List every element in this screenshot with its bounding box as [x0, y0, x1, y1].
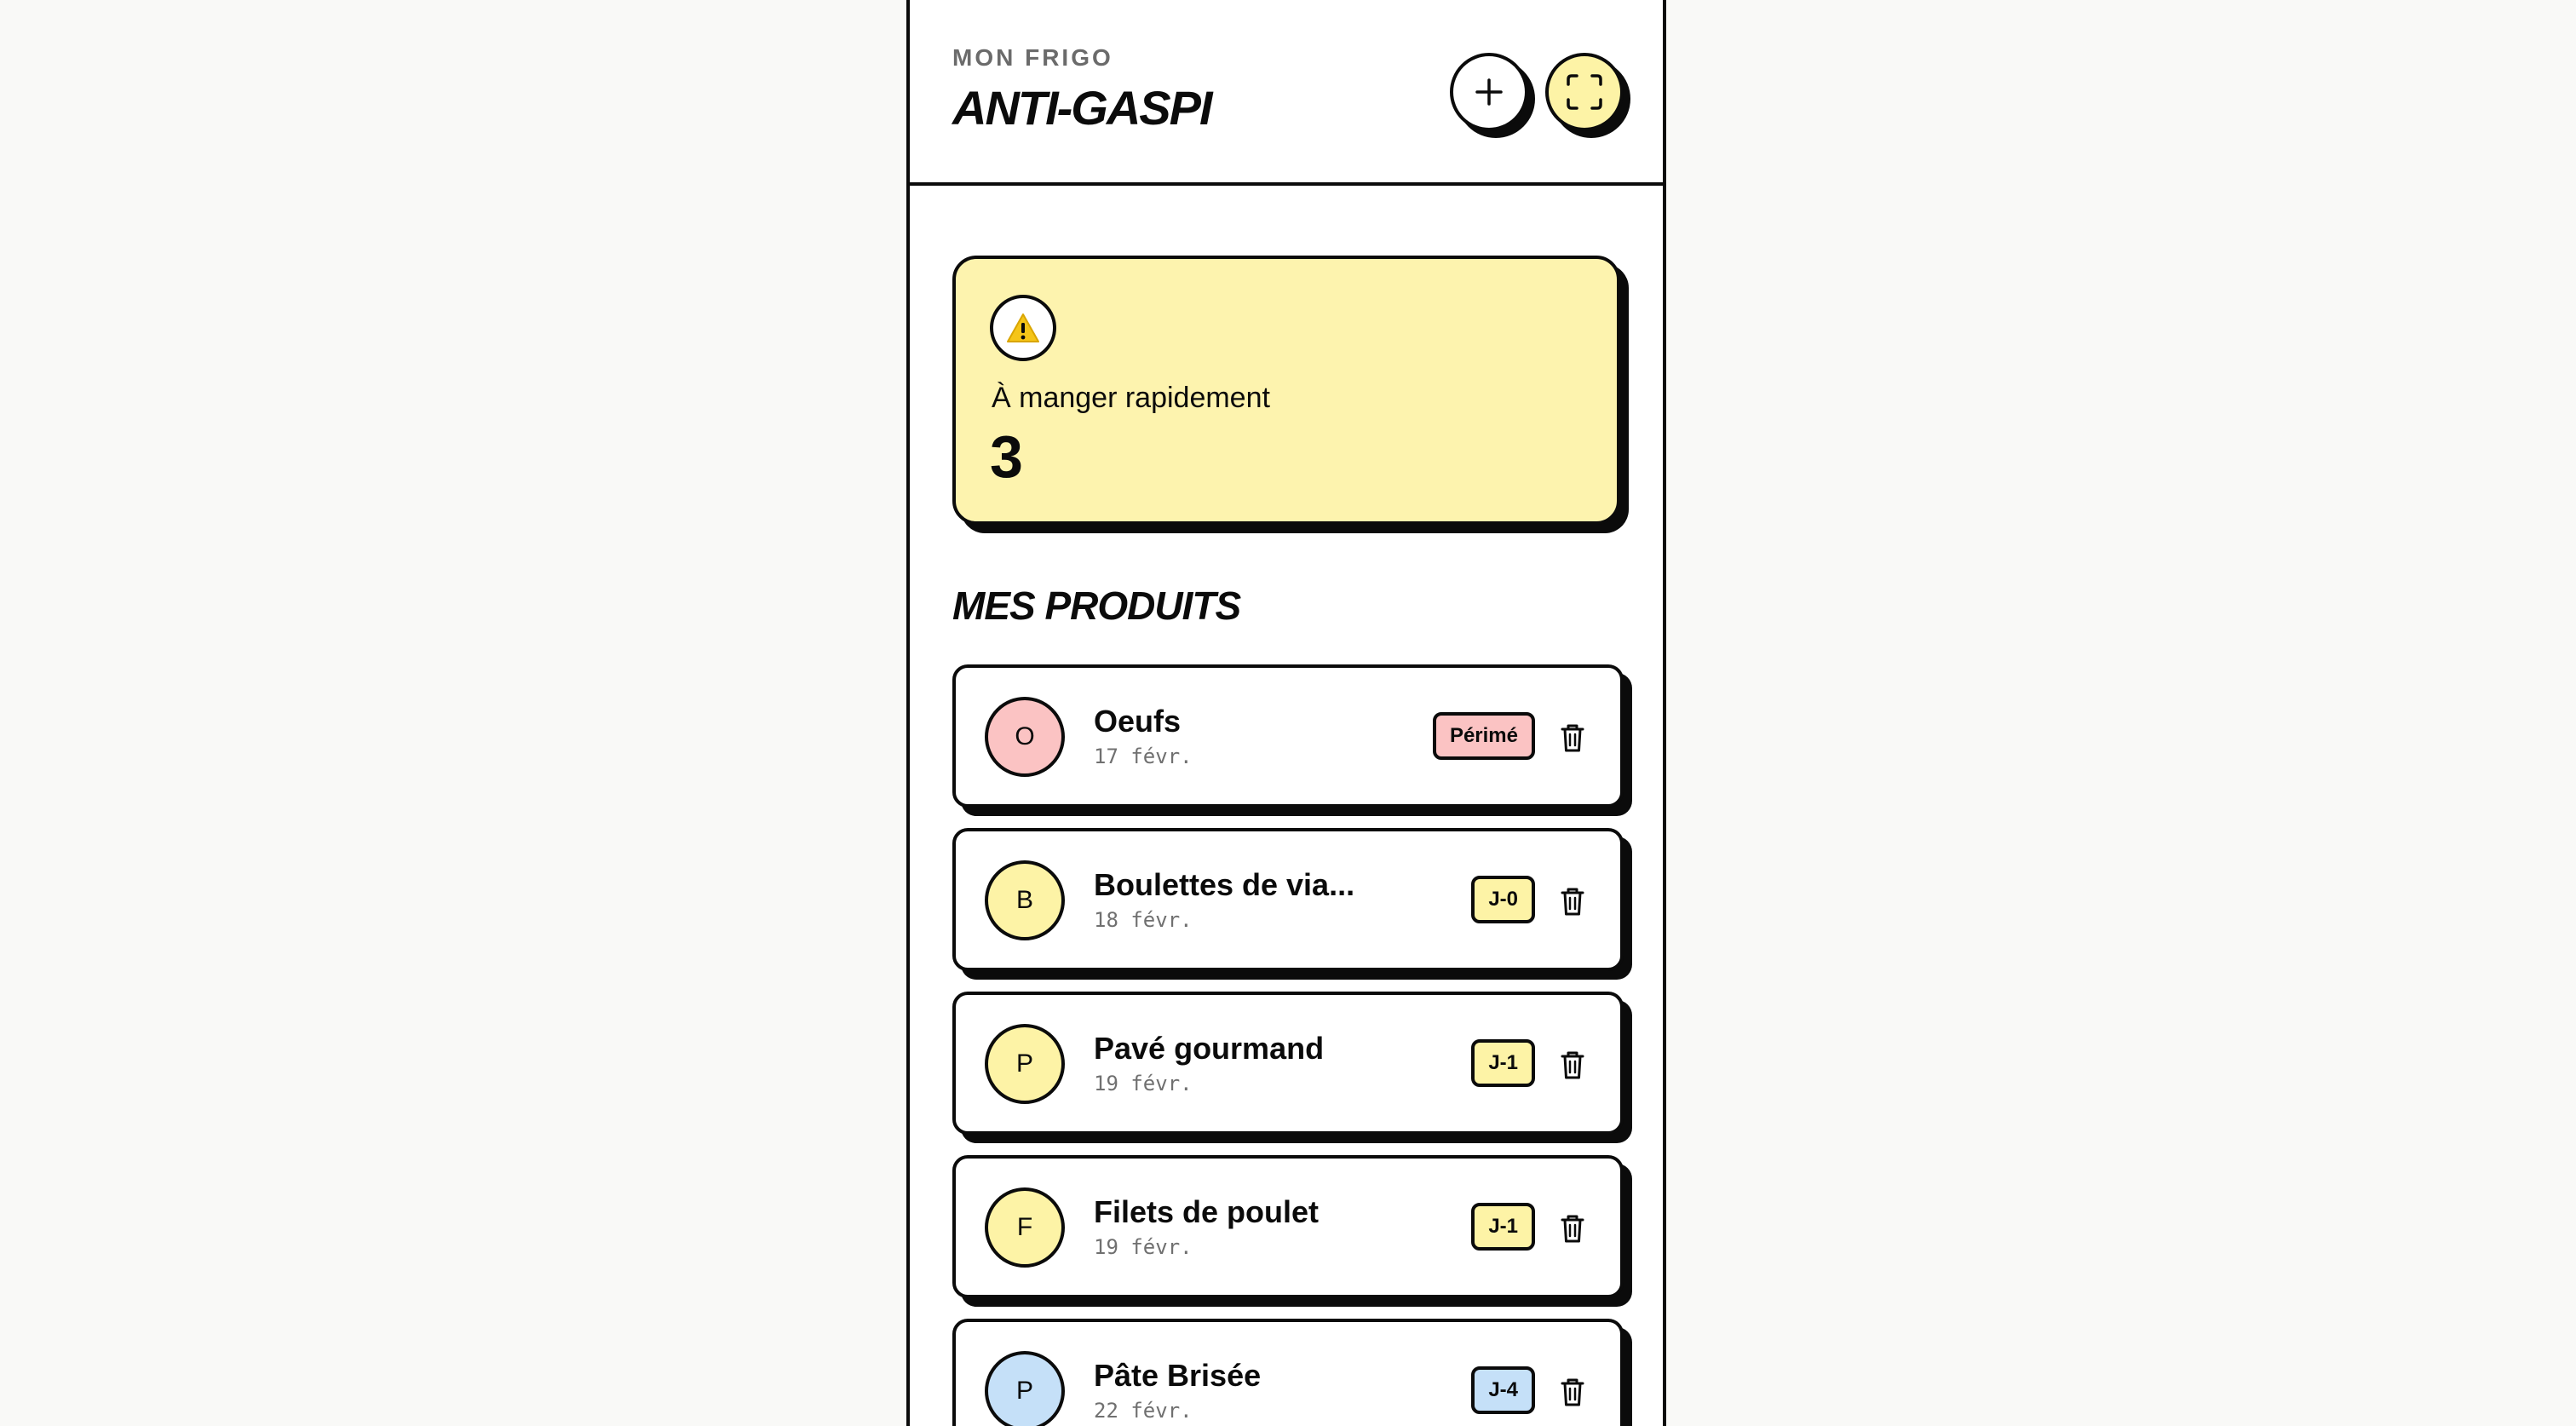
app-header: [910, 0, 1663, 186]
product-date: 19 févr.: [1094, 1072, 1193, 1095]
product-item[interactable]: [952, 992, 1624, 1135]
product-item[interactable]: [952, 1319, 1624, 1426]
product-item[interactable]: [952, 1155, 1624, 1298]
add-product-button[interactable]: [1450, 53, 1528, 131]
expiry-badge: J-1: [1471, 1203, 1535, 1251]
expiry-badge: J-0: [1471, 876, 1535, 923]
scan-button[interactable]: [1545, 53, 1624, 131]
products-section-title: MES PRODUITS: [952, 584, 1241, 628]
app-screen: [906, 0, 1666, 1426]
product-name: Pavé gourmand: [1094, 1031, 1325, 1066]
plus-icon: [1472, 75, 1506, 109]
eat-soon-count: 3: [990, 423, 1023, 490]
product-avatar: P: [985, 1024, 1065, 1104]
product-name: Boulettes de via...: [1094, 867, 1355, 902]
product-date: 18 févr.: [1094, 908, 1193, 932]
trash-icon[interactable]: [1557, 1211, 1588, 1245]
product-item[interactable]: [952, 664, 1624, 808]
eat-soon-card[interactable]: [952, 256, 1620, 525]
warning-icon: [1005, 312, 1041, 344]
warning-badge: [990, 295, 1056, 361]
product-date: 19 févr.: [1094, 1235, 1193, 1259]
product-name: Oeufs: [1094, 704, 1182, 739]
scan-frame-icon: [1565, 72, 1604, 112]
product-avatar: F: [985, 1187, 1065, 1268]
product-avatar: O: [985, 697, 1065, 777]
product-name: Filets de poulet: [1094, 1194, 1320, 1229]
product-avatar: B: [985, 860, 1065, 940]
product-list: [952, 664, 1629, 1426]
expiry-badge: J-4: [1471, 1366, 1535, 1414]
eat-soon-label: À manger rapidement: [992, 382, 1270, 414]
product-item[interactable]: [952, 828, 1624, 971]
trash-icon[interactable]: [1557, 884, 1588, 918]
app-title: ANTI-GASPI: [952, 81, 1211, 135]
expiry-badge: Périmé: [1433, 712, 1535, 760]
trash-icon[interactable]: [1557, 721, 1588, 755]
product-date: 22 févr.: [1094, 1399, 1193, 1423]
expiry-badge: J-1: [1471, 1039, 1535, 1087]
trash-icon[interactable]: [1557, 1375, 1588, 1409]
trash-icon[interactable]: [1557, 1048, 1588, 1082]
product-name: Pâte Brisée: [1094, 1358, 1262, 1393]
product-avatar: P: [985, 1351, 1065, 1426]
product-date: 17 févr.: [1094, 745, 1193, 768]
header-eyebrow: MON FRIGO: [952, 44, 1113, 71]
